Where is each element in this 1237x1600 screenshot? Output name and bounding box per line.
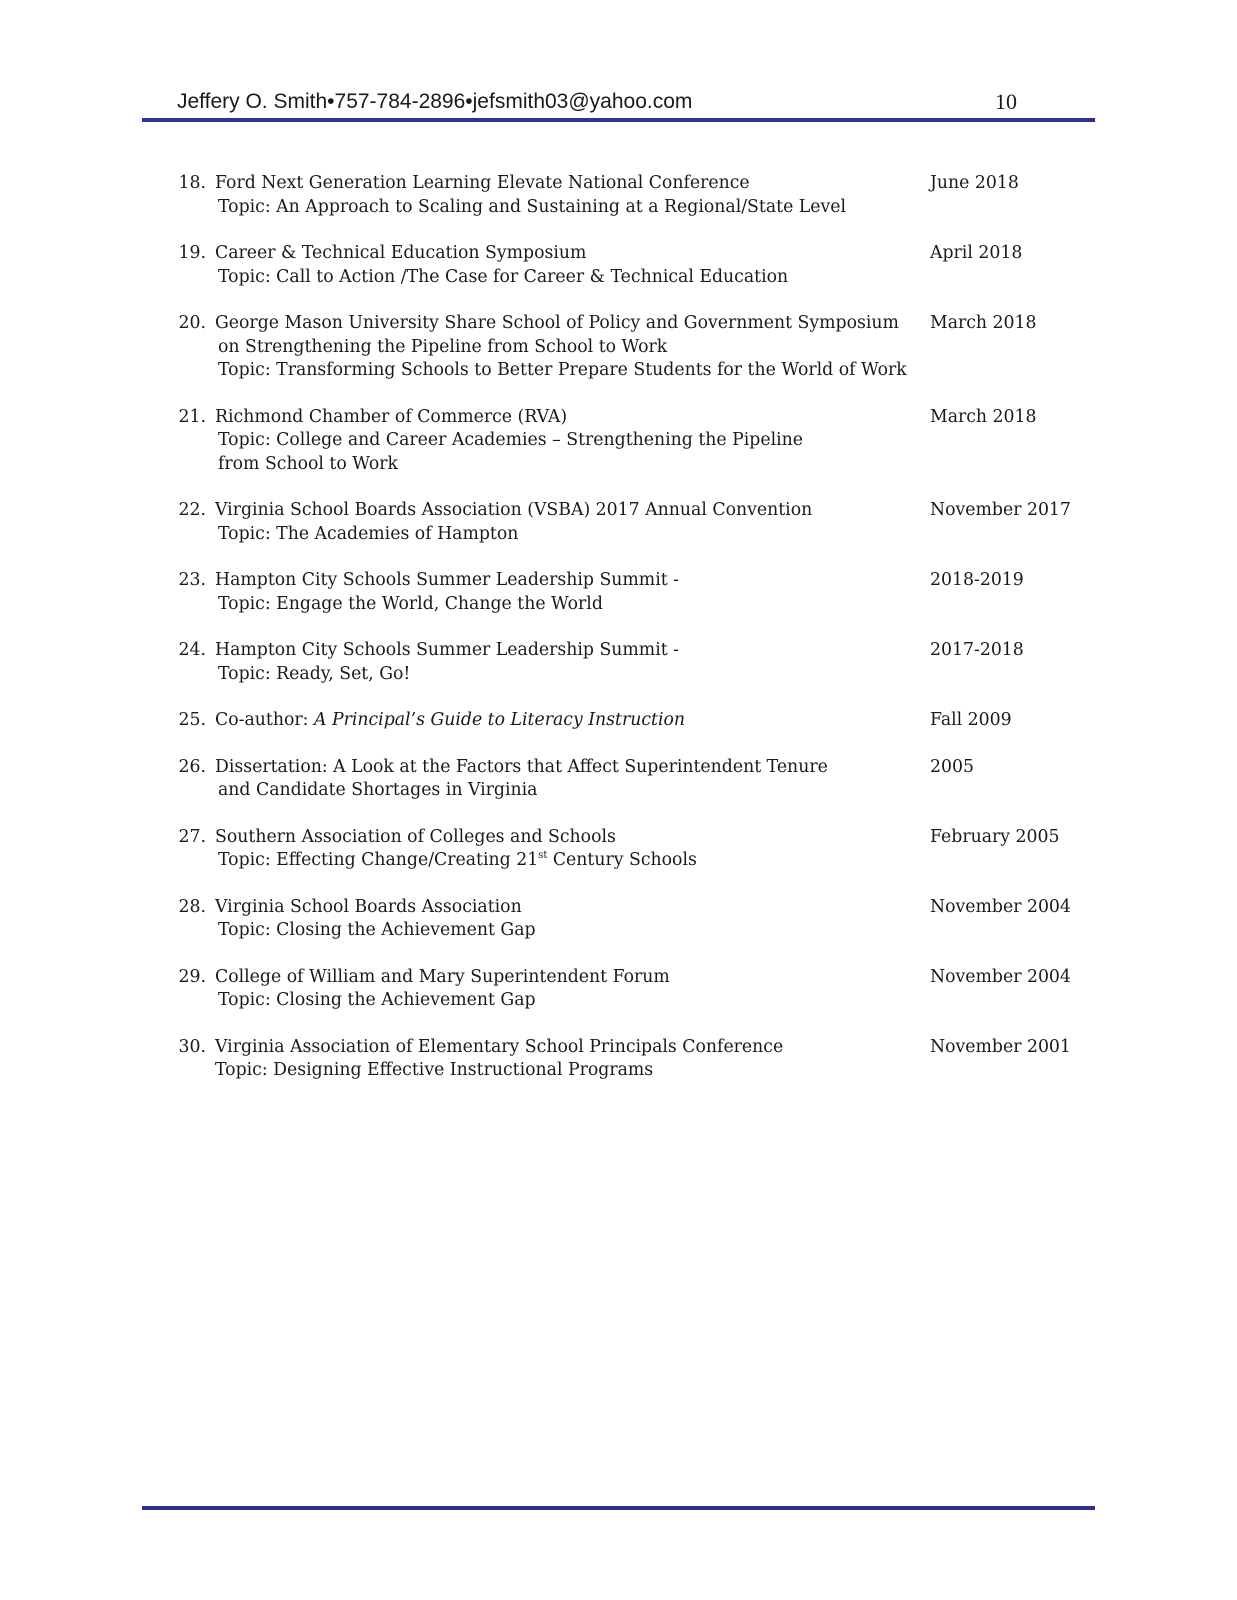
item-topic: Topic: Closing the Achievement Gap [218, 920, 536, 940]
list-item [150, 756, 1090, 803]
item-topic: Topic: College and Career Academies – Strengthening the Pipeline from School to Work [218, 430, 803, 474]
list-item [150, 896, 1090, 943]
list-item [150, 966, 1090, 1013]
item-title: Virginia Association of Elementary School Principals Conference [215, 1036, 784, 1057]
item-topic: Topic: Call to Action /The Case for Career & Technical Education [218, 266, 789, 287]
footer-divider [142, 1506, 1095, 1510]
item-title: Virginia School Boards Association [215, 896, 522, 917]
page-number: 10 [995, 89, 1017, 114]
item-topic-prefix: Topic: Effecting Change/Creating 21 [218, 850, 539, 870]
item-number: 30. [178, 1036, 206, 1057]
item-title: Richmond Chamber of Commerce (RVA) [215, 406, 568, 427]
item-date: April 2018 [930, 243, 1023, 263]
item-date: November 2004 [930, 896, 1071, 917]
item-title [215, 709, 923, 733]
item-title: Career & Technical Education Symposium [215, 243, 587, 263]
item-date: March 2018 [930, 406, 1037, 427]
item-title: Ford Next Generation Learning Elevate National Conference [215, 173, 750, 193]
item-topic: Topic: The Academies of Hampton [218, 523, 519, 544]
list-item [150, 1036, 1090, 1083]
list-item [150, 569, 1090, 616]
item-title: Virginia School Boards Association (VSBA) 2017 Annual Convention [215, 500, 813, 520]
list-item [150, 826, 1090, 873]
item-topic [215, 849, 923, 873]
item-number: 26. [178, 756, 206, 777]
item-topic: Topic: An Approach to Scaling and Sustaining at a Regional/State Level [218, 196, 847, 217]
item-title-continued: and Candidate Shortages in Virginia [218, 780, 538, 800]
item-title: George Mason University Share School of Policy and Government Symposium [215, 313, 899, 333]
item-title: Hampton City Schools Summer Leadership Summit - [215, 640, 679, 660]
item-topic: Topic: Closing the Achievement Gap [218, 990, 536, 1010]
item-date: June 2018 [930, 173, 1019, 193]
item-date: February 2005 [930, 826, 1060, 847]
item-number: 29. [178, 966, 206, 987]
item-title: Southern Association of Colleges and Schools [215, 826, 616, 847]
header-divider [142, 118, 1095, 122]
item-date: 2017-2018 [930, 640, 1024, 660]
list-item [150, 499, 1090, 546]
book-title: A Principal’s Guide to Literacy Instruction [313, 710, 686, 730]
item-date: 2005 [930, 756, 974, 777]
item-topic: Topic: Transforming Schools to Better Prepare Students for the World of Work [218, 360, 907, 380]
item-number: 21. [178, 406, 206, 427]
list-item [150, 172, 1090, 219]
item-date: November 2001 [930, 1036, 1071, 1057]
item-number: 18. [178, 173, 206, 193]
item-number: 24. [178, 640, 206, 660]
list-item [150, 242, 1090, 289]
item-date: March 2018 [930, 313, 1037, 333]
item-topic: Topic: Designing Effective Instructional Programs [215, 1060, 654, 1080]
item-date: Fall 2009 [930, 710, 1012, 730]
item-number: 20. [178, 313, 206, 333]
list-item [150, 709, 1090, 733]
item-title: Dissertation: A Look at the Factors that Affect Superintendent Tenure [215, 756, 828, 777]
item-number: 25. [178, 710, 206, 730]
item-topic-suffix: Century Schools [547, 850, 697, 870]
superscript-st: st [538, 850, 548, 861]
list-item [150, 406, 1090, 477]
item-number: 23. [178, 570, 206, 590]
item-date: November 2017 [930, 500, 1071, 520]
item-number: 28. [178, 896, 206, 917]
item-number: 19. [178, 243, 206, 263]
item-date: 2018-2019 [930, 570, 1024, 590]
item-date: November 2004 [930, 966, 1071, 987]
item-topic: Topic: Ready, Set, Go! [218, 663, 411, 684]
presentations-list [150, 172, 1090, 1106]
page-header [177, 88, 1017, 116]
item-title-prefix: Co-author: [215, 710, 314, 730]
item-number: 22. [178, 500, 206, 520]
item-number: 27. [178, 826, 206, 847]
item-title-continued: on Strengthening the Pipeline from School to Work [218, 336, 668, 357]
list-item [150, 639, 1090, 686]
item-title: College of William and Mary Superintendent Forum [215, 966, 670, 987]
item-topic: Topic: Engage the World, Change the World [218, 593, 603, 614]
header-contact-info: Jeffery O. Smith•757-784-2896•jefsmith03@yahoo.com [177, 90, 693, 113]
item-title: Hampton City Schools Summer Leadership Summit - [215, 570, 679, 590]
list-item [150, 312, 1090, 383]
